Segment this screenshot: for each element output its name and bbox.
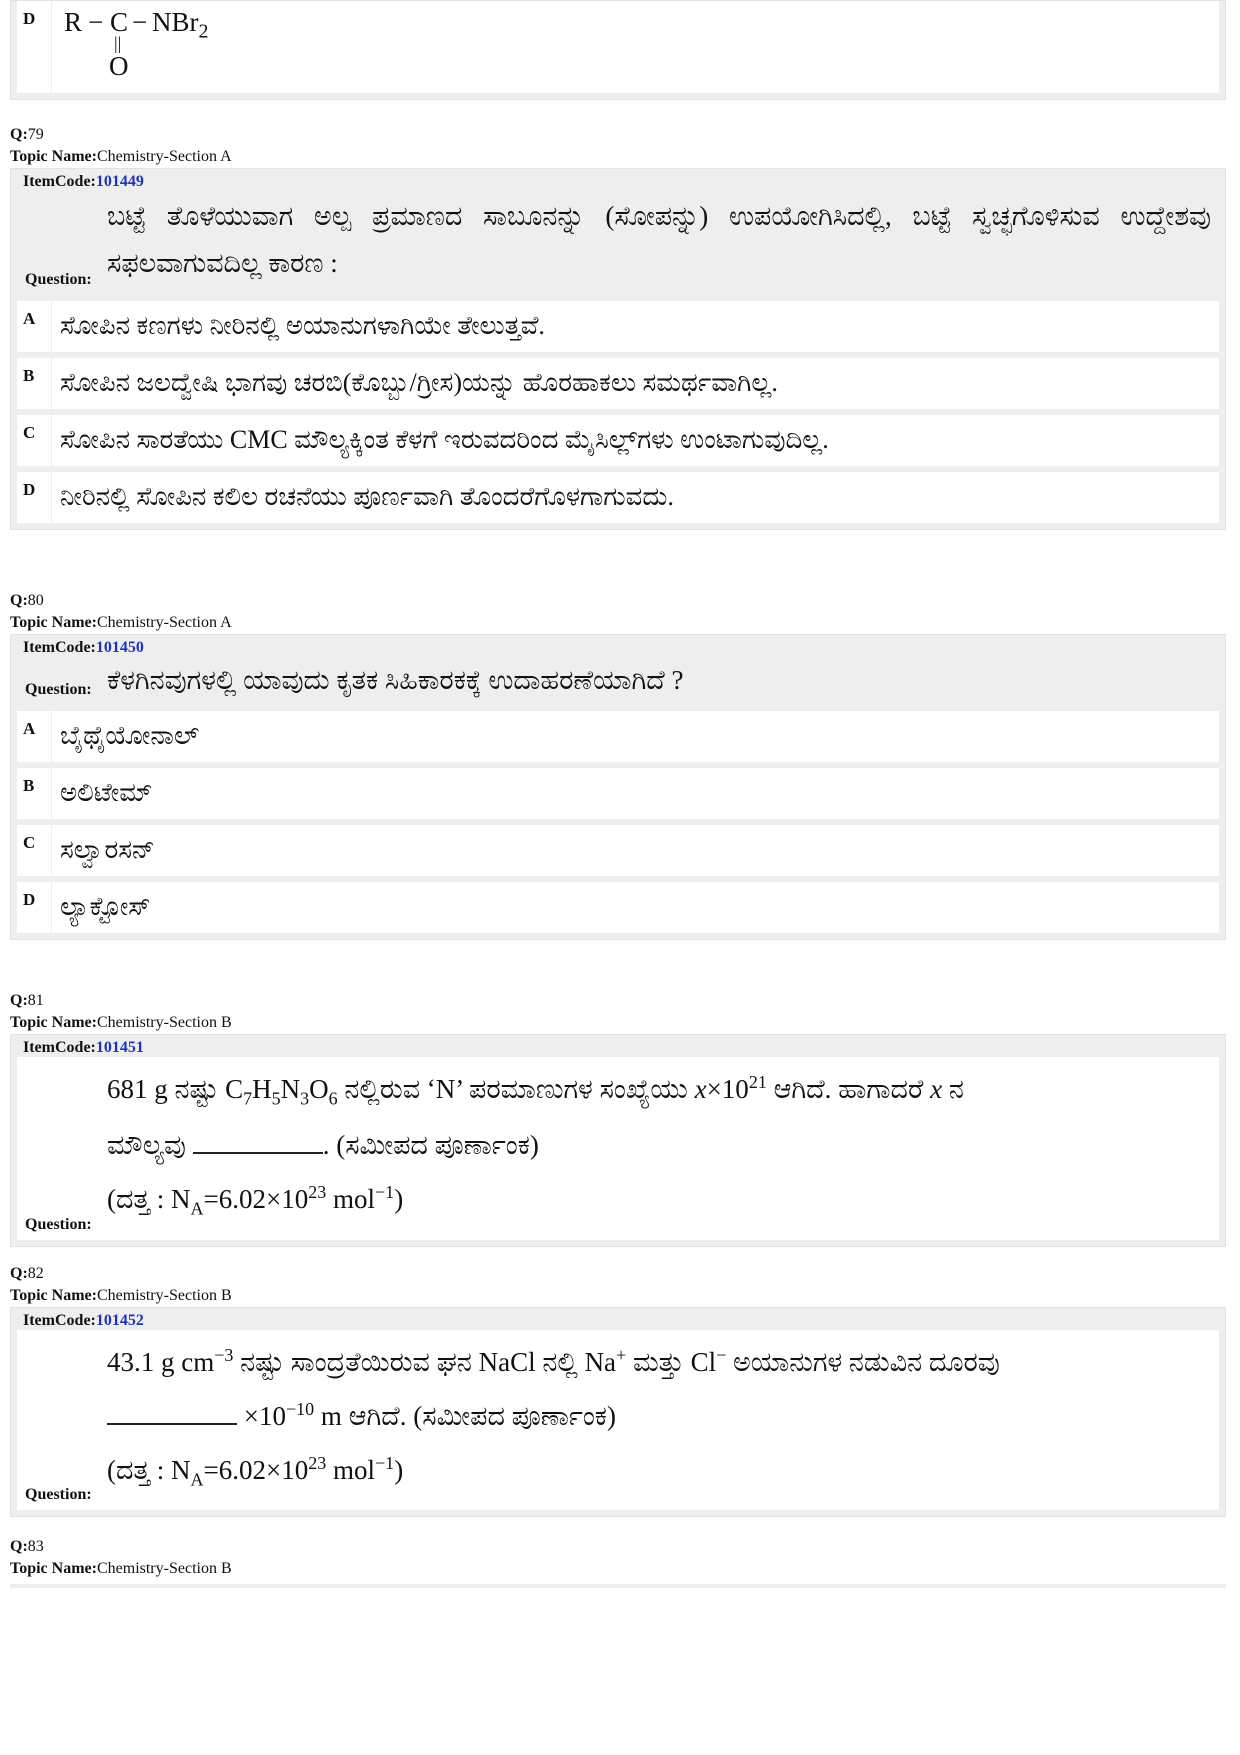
item-code: ItemCode:101452: [23, 1312, 144, 1329]
given-constant: (ದತ್ತ : $N_A=6.02\times 10^{23}$ mol$^{-1}$): [107, 1453, 404, 1490]
question-number: Q:82: [10, 1265, 44, 1282]
option-letter: D: [23, 480, 36, 499]
option-letter: C: [23, 833, 36, 852]
option-row-d: [17, 1, 1219, 93]
question-number: Q:81: [10, 992, 44, 1009]
option-row-a: [17, 711, 1219, 768]
question-80: [10, 590, 1226, 940]
option-row-a: [17, 301, 1219, 358]
option-letter: B: [23, 776, 35, 795]
option-row-d: [17, 472, 1219, 523]
question-body: [17, 657, 1219, 711]
question-box: [10, 1034, 1226, 1247]
given-constant: (ದತ್ತ : $N_A=6.02\times 10^{23}$ mol$^{-1}$): [107, 1182, 404, 1219]
option-text: ಸೋಪಿನ ಕಣಗಳು ನೀರಿನಲ್ಲಿ ಅಯಾನುಗಳಾಗಿಯೇ ತೇಲುತ್ತವೆ.: [51, 301, 1219, 352]
question-label: Question:: [25, 681, 92, 698]
oxygen-atom: O: [109, 51, 129, 81]
topic-name: Topic Name:Chemistry-Section A: [10, 148, 232, 165]
question-label: Question:: [25, 1486, 92, 1504]
option-row-b: [17, 358, 1219, 415]
question-81: [10, 990, 1226, 1247]
question-body: [17, 1057, 1219, 1240]
previous-question-options: [10, 0, 1226, 100]
question-79: [10, 124, 1226, 530]
question-label: Question:: [25, 1215, 92, 1233]
question-box: [10, 168, 1226, 530]
question-box: [10, 1307, 1226, 1517]
question-83: [10, 1536, 1226, 1588]
option-letter: A: [23, 309, 36, 328]
divider: [10, 1584, 1226, 1588]
topic-name: Topic Name:Chemistry-Section B: [10, 1287, 232, 1304]
option-letter: B: [23, 366, 35, 385]
option-row-d: [17, 882, 1219, 933]
question-text: ಕೆಳಗಿನವುಗಳಲ್ಲಿ ಯಾವುದು ಕೃತಕ ಸಿಹಿಕಾರಕಕ್ಕೆ ಉದಾಹರಣೆಯಾಗಿದೆ ?: [107, 665, 684, 695]
topic-name: Topic Name:Chemistry-Section B: [10, 1560, 232, 1577]
option-text: ಸೋಪಿನ ಸಾರತೆಯು CMC ಮೌಲ್ಯಕ್ಕಿಂತ ಕೆಳಗೆ ಇರುವದರಿಂದ ಮೈಸಿಲ್ಲ್‌ಗಳು ಉಂಟಾಗುವುದಿಲ್ಲ.: [51, 415, 1219, 466]
option-text: ಸಲ್ವಾರಸನ್: [51, 825, 1219, 876]
topic-name: Topic Name:Chemistry-Section B: [10, 1014, 232, 1031]
answer-blank: [193, 1132, 323, 1154]
option-letter: C: [23, 423, 36, 442]
structure-formula: [51, 1, 1219, 93]
option-text: ನೀರಿನಲ್ಲಿ ಸೋಪಿನ ಕಲಿಲ ರಚನೆಯು ಪೂರ್ಣವಾಗಿ ತೊಂದರೆಗೊಳಗಾಗುವದು.: [51, 472, 1219, 523]
bond: −: [132, 7, 148, 37]
item-code: ItemCode:101450: [23, 639, 144, 656]
option-row-b: [17, 768, 1219, 825]
bond: −: [88, 7, 104, 37]
option-text: ಬೈಥೈಯೋನಾಲ್: [51, 711, 1219, 762]
item-code: ItemCode:101451: [23, 1039, 144, 1056]
option-letter: D: [23, 9, 36, 28]
option-text: ಸೋಪಿನ ಜಲದ್ವೇಷಿ ಭಾಗವು ಚರಬಿ(ಕೊಬ್ಬು/ಗ್ರೀಸ)ಯನ್ನು ಹೊರಹಾಕಲು ಸಮರ್ಥವಾಗಿಲ್ಲ.: [51, 358, 1219, 409]
question-text: 43.1 g $cm^{-3}$ ನಷ್ಟು ಸಾಂದ್ರತೆಯಿರುವ ಘನ NaCl ನಲ್ಲಿ Na+ ಮತ್ತು Cl− ಅಯಾನುಗಳ ನಡುವಿನ ದೂರವು $\times 10^{-10}$ m ಆಗಿದೆ. (ಸಮೀಪದ ಪೂರ್ಣಾಂಕ): [107, 1345, 1000, 1431]
acyl-dibromamide-structure: [52, 1, 1219, 81]
carbon-atom: C: [110, 7, 129, 37]
question-body: [17, 1330, 1219, 1510]
question-text: ಬಟ್ಟೆ ತೊಳೆಯುವಾಗ ಅಲ್ಪ ಪ್ರಮಾಣದ ಸಾಬೂನನ್ನು (ಸೋಪನ್ನು) ಉಪಯೋಗಿಸಿದಲ್ಲಿ, ಬಟ್ಟೆ ಸ್ವಚ್ಛಗೊಳಿಸುವ ಉದ್ದೇಶವು ಸಫಲವಾಗುವದಿಲ್ಲ ಕಾರಣ :: [107, 201, 1211, 278]
question-number: Q:80: [10, 592, 44, 609]
item-code: ItemCode:101449: [23, 173, 144, 190]
question-number: Q:83: [10, 1538, 44, 1555]
question-number: Q:79: [10, 126, 44, 143]
r-group: R: [64, 7, 83, 37]
question-text: 681 g ನಷ್ಟು $C_7H_5N_3O_6$ ನಲ್ಲಿರುವ ‘N’ ಪರಮಾಣುಗಳ ಸಂಖ್ಯೆಯು $x\times 10^{21}$ ಆಗಿದೆ. ಹಾಗಾದರೆ x ನ ಮೌಲ್ಯವು . (ಸಮೀಪದ ಪೂರ್ಣಾಂಕ): [107, 1072, 964, 1161]
option-row-c: [17, 415, 1219, 472]
answer-blank: [107, 1403, 237, 1425]
question-label: Question:: [25, 271, 92, 288]
question-82: [10, 1263, 1226, 1517]
option-text: ಲ್ಯಾಕ್ಟೋಸ್: [51, 882, 1219, 933]
option-letter: A: [23, 719, 36, 738]
option-row-c: [17, 825, 1219, 882]
option-letter: D: [23, 890, 36, 909]
nbr2-group: NBr$_2$: [152, 7, 209, 43]
option-text: ಅಲಿಟೇಮ್: [51, 768, 1219, 819]
topic-name: Topic Name:Chemistry-Section A: [10, 614, 232, 631]
question-body: [17, 191, 1219, 301]
question-box: [10, 634, 1226, 940]
double-bond: ||: [114, 33, 122, 53]
